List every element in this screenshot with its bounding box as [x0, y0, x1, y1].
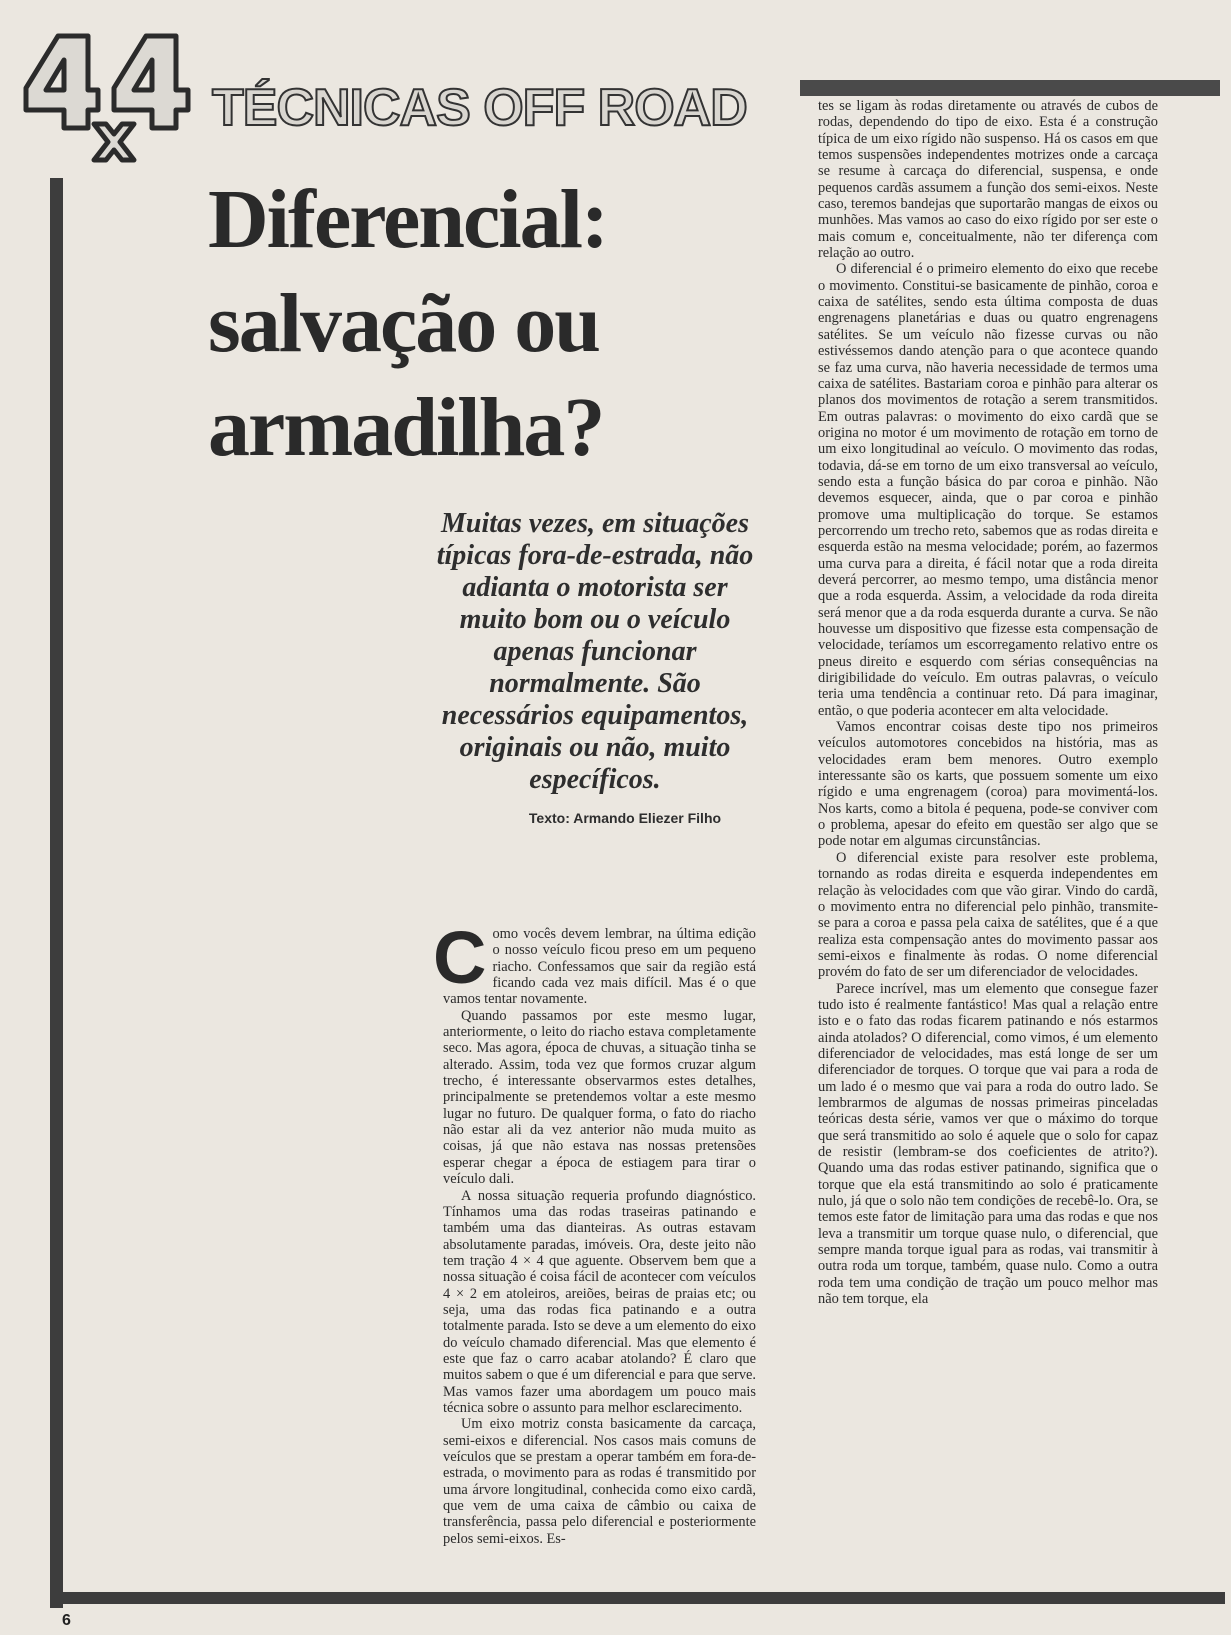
paragraph: A nossa situação requeria profundo diagnóstico. Tínhamos uma das rodas traseiras patinando e também uma das dianteiras. As outras estavam absolutamente paradas, imóveis. Ora, deste jeito não tem tração 4 × 4 que aguente. Observem bem que a nossa situação é coisa fácil de acontecer com veículos 4 × 2 em atoleiros, areiões, beiras de praias etc; ou seja, uma das rodas fica patinando e a outra totalmente parada. Isto se deve a um elemento do eixo do veículo chamado diferencial. Mas que elemento é este que faz o carro acabar atolando? É claro que muitos sabem o que é um diferencial e para que serve. Mas vamos fazer uma abordagem um pouco mais técnica sobre o assunto para melhor esclarecimento.	[443, 1187, 756, 1416]
paragraph: Parece incrível, mas um elemento que consegue fazer tudo isto é realmente fantástico! Mas qual a relação entre isto e o fato das rodas ficarem patinando e nós estarmos ainda atolados? O diferencial, como vimos, é um elemento diferenciador de velocidades, mas está longe de ser um diferenciador de torques. O torque que vai para a roda de um lado é o mesmo que vai para a roda do outro lado. Se lembrarmos de algumas de nossas primeiras pinceladas teóricas desta série, vamos ver que o máximo do torque que será transmitido ao solo é aquele que o solo for capaz de resistir (lembram-se dos coeficientes de atrito?). Quando uma das rodas estiver patinando, significa que o torque que ela está transmitindo ao solo é praticamente nulo, já que o solo não tem condições de recebê-lo. Ora, se temos este fator de limitação para uma das rodas e que nos leva a transmitir um torque quase nulo, o diferencial, que sempre manda torque igual para as rodas, vai transmitir à outra roda um torque, também, quase nulo. Como a outra roda tem uma condição de tração um pouco melhor mas não tem torque, ela	[818, 980, 1158, 1308]
body-column-middle	[433, 916, 756, 1547]
body-column-right	[818, 98, 1158, 1307]
paragraph: Quando passamos por este mesmo lugar, anteriormente, o leito do riacho estava completamente seco. Mas agora, época de chuvas, a situação tinha se alterado. Assim, toda vez que formos cruzar algum trecho, é interessante observarmos estes detalhes, principalmente se pretendemos voltar a este mesmo lugar no futuro. De qualquer forma, o fato do riacho não estar ali da vez anterior não muda muito as coisas, já que não estava nas nossas pretensões esperar chegar a época de estiagem para tirar o veículo dali.	[443, 1007, 756, 1188]
dropcap: C	[433, 916, 487, 999]
lead-paragraph: Muitas vezes, em situações típicas fora-de-estrada, não adianta o motorista ser muito bom ou o veículo apenas funcionar normalmente. São necessários equipamentos, originais ou não, muito específicos.	[436, 508, 754, 795]
paragraph-text: omo vocês devem lembrar, na última edição o nosso veículo ficou preso em um pequeno riacho. Confessamos que sair da região está ficando cada vez mais difícil. Mas é o que vamos tentar novamente.	[443, 926, 756, 1008]
bottom-rule	[50, 1592, 1225, 1604]
paragraph: Vamos encontrar coisas deste tipo nos primeiros veículos automotores concebidos na história, mas as velocidades eram bem menores. Outro exemplo interessante são os karts, que possuem somente um eixo rígido e uma engrenagem (coroa) para movimentá-los. Nos karts, como a bitola é pequena, pode-se conviver com o problema, apesar do efeito em questão ser algo que se pode notar em algumas circunstâncias.	[818, 719, 1158, 850]
section-title: TÉCNICAS OFF ROAD	[212, 79, 747, 137]
headline-line-1: Diferencial:	[208, 173, 607, 266]
4x4-logo	[18, 28, 206, 168]
paragraph: O diferencial existe para resolver este problema, tornando as rodas direita e esquerda independentes em relação às velocidades com que vão girar. Vindo do cardã, o movimento entra no diferencial pelo pinhão, transmite-se para a coroa e passa pela caixa de satélites, que é a que realiza esta compensação antes do movimento passar aos semi-eixos e finalmente às rodas. O nome diferencial provém do fato de ser um diferenciador de velocidades.	[818, 849, 1158, 981]
4x4-logo-graphic	[18, 28, 206, 168]
paragraph: Um eixo motriz consta basicamente da carcaça, semi-eixos e diferencial. Nos casos mais comuns de veículos que se prestam a operar também em fora-de-estrada, o movimento para as rodas é transmitido por uma árvore longitudinal, conhecida como eixo cardã, que vem de uma caixa de câmbio ou caixa de transferência, passa pelo diferencial e posteriormente pelos semi-eixos. Es-	[443, 1416, 756, 1547]
left-rule	[50, 178, 63, 1608]
paragraph: tes se ligam às rodas diretamente ou através de cubos de rodas, dependendo do tipo de eixo. Esta é a construção típica de um eixo rígido não suspenso. Há os casos em que temos suspensões independentes motrizes onde a carcaça se resume à carcaça do diferencial, suspensa, e onde pequenos cardãs assumem a função dos semi-eixos. Neste caso, teremos bandejas que suportarão mangas de eixos ou munhões. Mas vamos ao caso do eixo rígido por ser este o mais comum e, conceitualmente, não ter diferença com relação ao outro.	[818, 98, 1158, 262]
byline: Texto: Armando Eliezer Filho	[528, 810, 722, 826]
headline	[208, 168, 768, 480]
paragraph	[433, 916, 756, 1008]
top-rule	[800, 80, 1220, 96]
paragraph: O diferencial é o primeiro elemento do eixo que recebe o movimento. Constitui-se basicamente de pinhão, coroa e caixa de satélites, sendo esta última composta de duas engrenagens planetárias e duas ou quatro engrenagens satélites. Se um veículo não fizesse curvas ou não estivéssemos dando atenção para o que acontece quando se faz uma curva, não haveria necessidade de termos uma caixa de satélites. Bastariam coroa e pinhão para alterar os planos dos movimentos de rotação a serem transmitidos. Em outras palavras: o movimento do eixo cardã que se origina no motor é um movimento de rotação em torno de um eixo longitudinal ao veículo. O movimento das rodas, todavia, dá-se em torno de um eixo transversal ao veículo, sendo esta a função básica do par coroa e pinhão. Não devemos esquecer, ainda, que o par coroa e pinhão promove uma multiplicação do torque. Se estamos percorrendo um trecho reto, sabemos que as rodas direita e esquerda estão na mesma velocidade; porém, ao fazermos uma curva para a direita, é fácil notar que a roda direita deverá percorrer, ao mesmo tempo, uma distância menor que a roda esquerda. Assim, a velocidade da roda direita será menor que a da roda esquerda durante a curva. Se não houvesse um dispositivo que fizesse esta compensação de velocidade, teríamos um escorregamento relativo entre os pneus direito e esquerdo com sérias consequências na dirigibilidade do veículo. Em outras palavras, o veículo teria uma tendência a continuar reto. Dá para imaginar, então, o que poderia acontecer em alta velocidade.	[818, 261, 1158, 719]
page-number: 6	[62, 1612, 71, 1629]
headline-line-3: armadilha?	[208, 381, 604, 474]
headline-line-2: salvação ou	[208, 277, 600, 370]
